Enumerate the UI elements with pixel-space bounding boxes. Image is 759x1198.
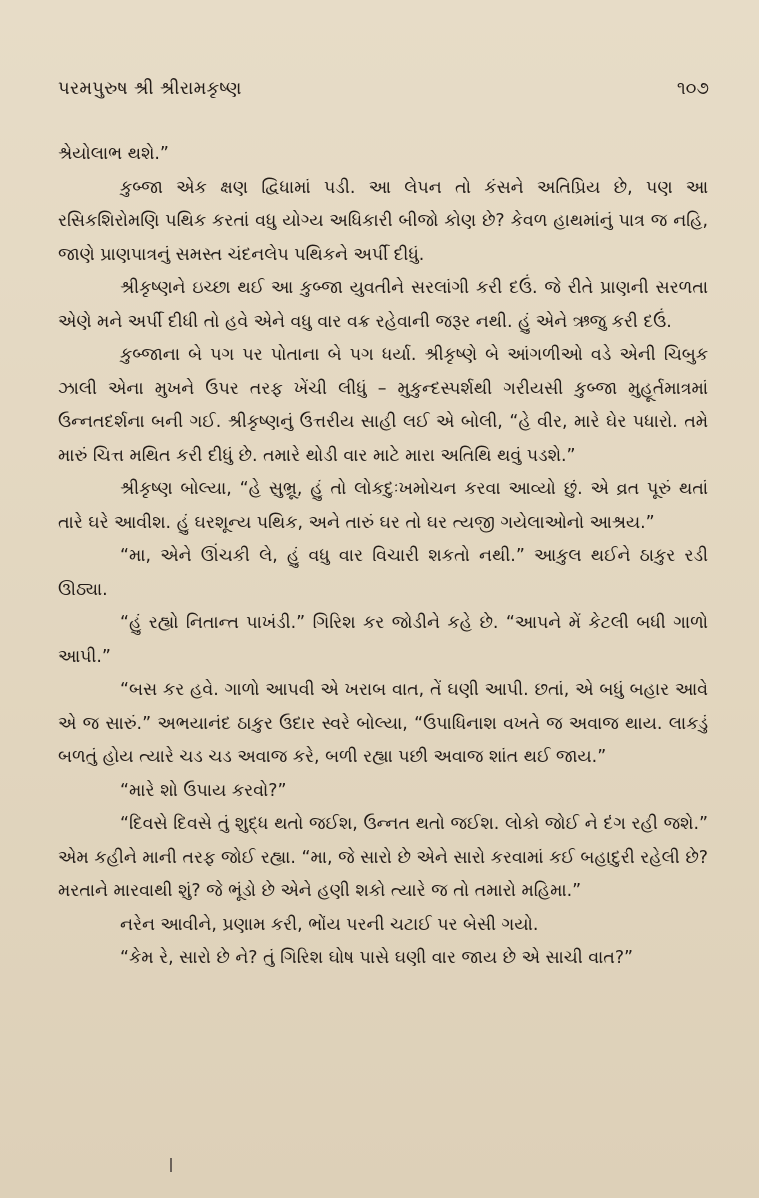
paragraph: શ્રેયોલાભ થશે.”: [58, 144, 169, 164]
page-number: ૧૦૭: [676, 78, 709, 99]
paragraph: “કેમ રે, સારો છે ને? તું ગિરિશ ઘોષ પાસે ઘણી વાર જાય છે એ સાચી વાત?”: [120, 948, 634, 968]
paragraph: નરેન આવીને, પ્રણામ કરી, ભોંય પરની ચટાઈ પર બેસી ગયો.: [120, 914, 539, 935]
running-head-title: પરમપુરુષ શ્રી શ્રીરામકૃષ્ણ: [58, 78, 242, 99]
paragraph: શ્રીકૃષ્ણને ઇચ્છા થઈ આ કુબ્જા યુવતીને સરલાંગી કરી દઉં. જે રીતે પ્રાણની સરળતા એણે મને અર્પી દીધી તો હવે એને વધુ વાર વક્ર રહેવાની જરૂર નથી. હું એને ઋજુ કરી દઉં.: [58, 278, 708, 332]
paragraph: “મા, એને ઊંચકી લે, હું વધુ વાર વિચારી શકતો નથી.” આકુલ થઈને ઠાકુર રડી ઊઠ્યા.: [58, 546, 708, 600]
paragraph: “મારે શો ઉપાય કરવો?”: [120, 780, 287, 801]
paragraph: “હું રહ્યો નિતાન્ત પાખંડી.” ગિરિશ કર જોડીને કહે છે. “આપને મેં કેટલી બધી ગાળો આપી.”: [58, 613, 708, 667]
body-text: [58, 138, 708, 976]
paragraph: શ્રીકૃષ્ણ બોલ્યા, “હે સુભ્રૂ, હું તો લોકદુઃખમોચન કરવા આવ્યો છું. એ વ્રત પૂરું થતાં તારે ઘરે આવીશ. હું ઘરશૂન્ય પથિક, અને તારું ઘર તો ઘર ત્યજી ગયેલાઓનો આશ્રય.”: [58, 479, 708, 533]
paragraph: કુબ્જાના બે પગ પર પોતાના બે પગ ધર્યા. શ્રીકૃષ્ણે બે આંગળીઓ વડે એની ચિબુક ઝાલી એના મુખને ઉપર તરફ ખેંચી લીધું – મુકુન્દસ્પર્શથી ગરીયસી કુબ્જા મુહૂર્તમાત્રમાં ઉન્નતદર્શના બની ગઈ. શ્રીકૃષ્ણનું ઉત્તરીય સાહી લઈ એ બોલી, “હે વીર, મારે ઘેર પધારો. તમે મારું ચિત્ત મથિત કરી દીધું છે. તમારે થોડી વાર માટે મારા અતિથિ થવું પડશે.”: [58, 345, 708, 466]
paragraph: “દિવસે દિવસે તું શુદ્ધ થતો જઈશ, ઉન્નત થતો જઈશ. લોકો જોઈ ને દંગ રહી જશે.” એમ કહીને માની તરફ જોઈ રહ્યા. “મા, જે સારો છે એને સારો કરવામાં કઈ બહાદુરી રહેલી છે? મરતાને મારવાથી શું? જે ભૂંડો છે એને હણી શકો ત્યારે જ તો તમારો મહિમા.”: [58, 814, 708, 901]
print-mark: [170, 1158, 172, 1172]
paragraph: “બસ કર હવે. ગાળો આપવી એ ખરાબ વાત, તેં ઘણી આપી. છતાં, એ બધું બહાર આવે એ જ સારું.” અભયાનંદ ઠાકુર ઉદાર સ્વરે બોલ્યા, “ઉપાધિનાશ વખતે જ અવાજ થાય. લાકડું બળતું હોય ત્યારે ચડ ચડ અવાજ કરે, બળી રહ્યા પછી અવાજ શાંત થઈ જાય.”: [58, 680, 708, 767]
paragraph: કુબ્જા એક ક્ષણ દ્વિધામાં પડી. આ લેપન તો કંસને અતિપ્રિય છે, પણ આ રસિકશિરોમણિ પથિક કરતાં વધુ યોગ્ય અધિકારી બીજો કોણ છે? કેવળ હાથમાંનું પાત્ર જ નહિ, જાણે પ્રાણપાત્રનું સમસ્ત ચંદનલેપ પથિકને અર્પી દીધું.: [58, 177, 708, 265]
